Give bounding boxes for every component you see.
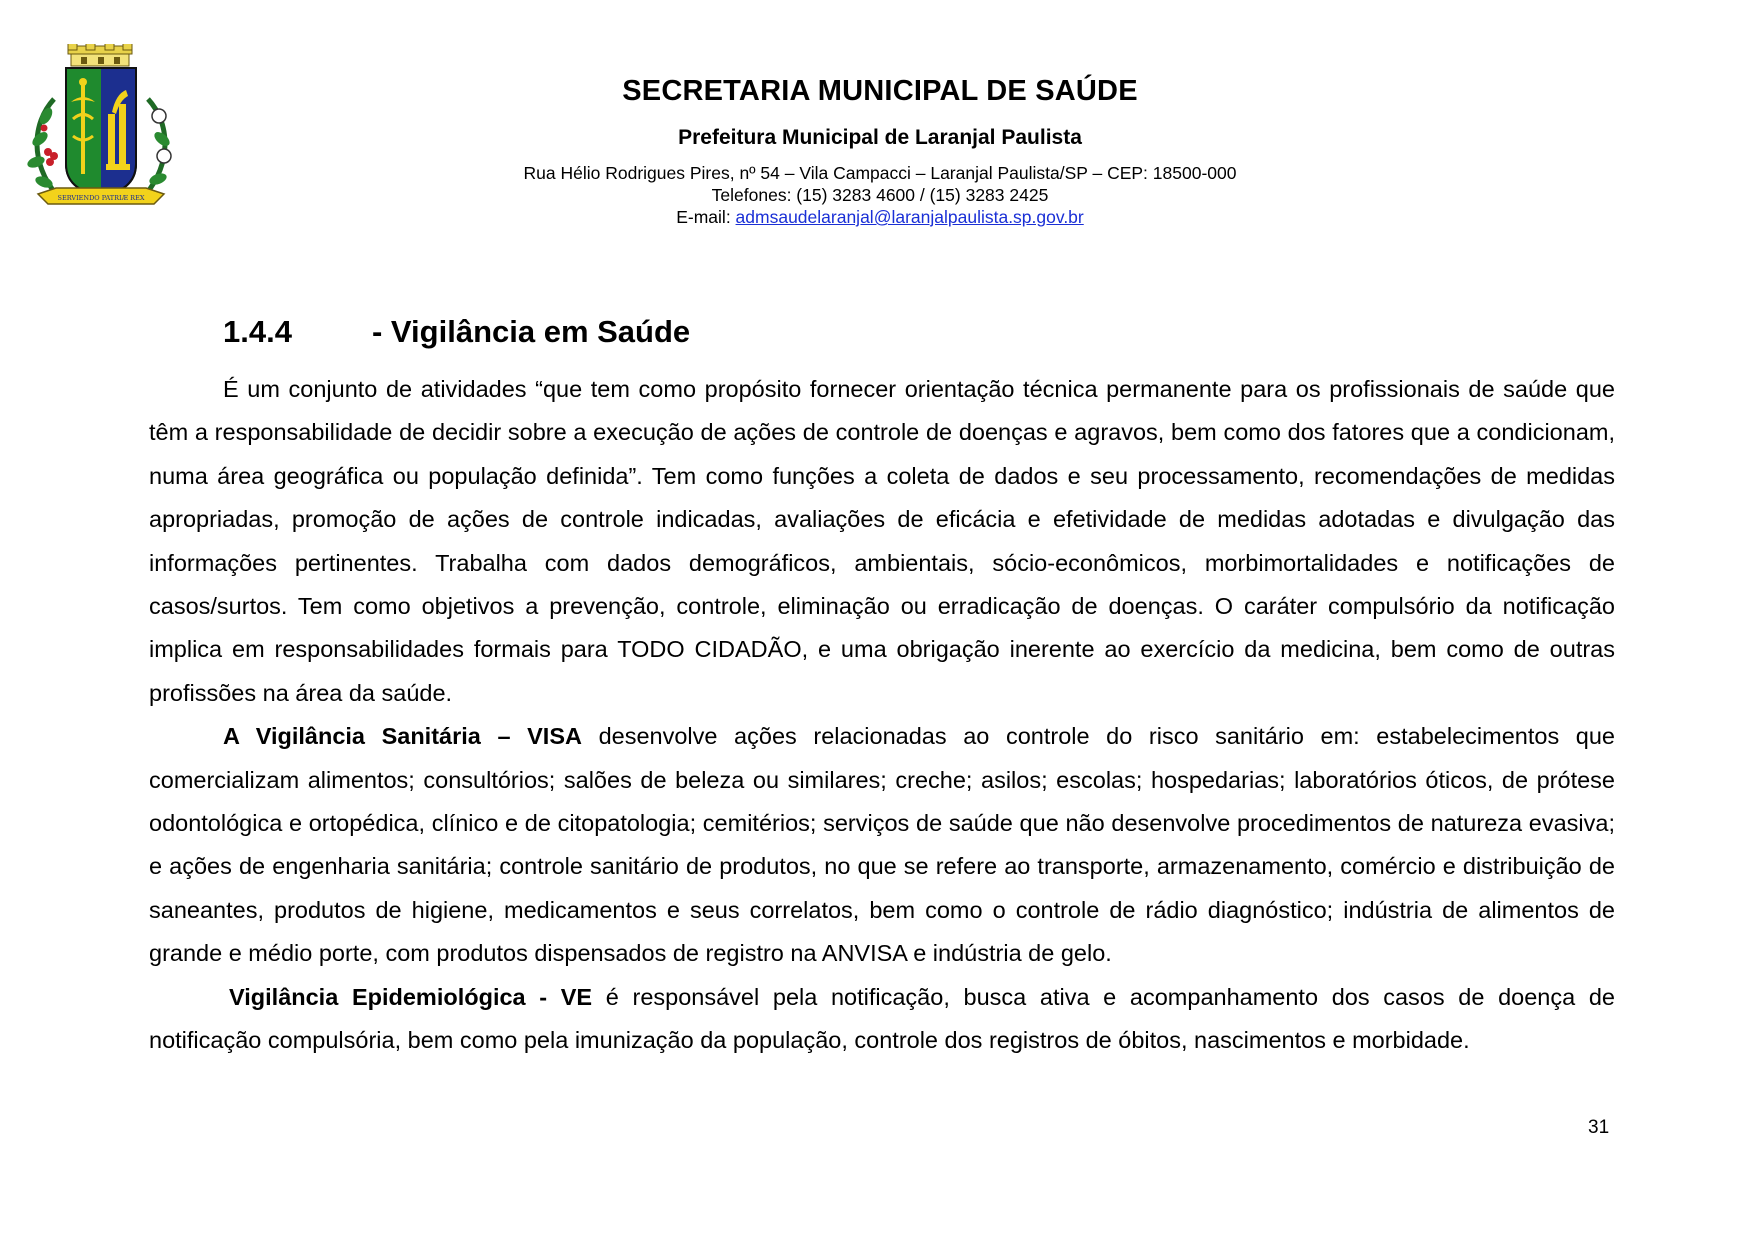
phones-line: Telefones: (15) 3283 4600 / (15) 3283 2425 [711, 185, 1049, 205]
coffee-branch-icon [26, 99, 58, 194]
mural-crown-icon [68, 44, 132, 66]
section-number: 1.4.4 [223, 314, 292, 349]
municipality-subtitle: Prefeitura Municipal de Laranjal Paulista [678, 126, 1082, 149]
ve-text: é responsável pela notificação, busca ativa e acompanhamento dos casos de doença de notificação compulsória, bem como pela imunização da população, controle dos registros de óbitos, nascimentos e morbidade. [149, 983, 1615, 1054]
municipal-coat-of-arms-icon [26, 44, 176, 212]
visa-text: desenvolve ações relacionadas ao controle do risco sanitário em: estabelecimentos que comercializam alimentos; consultórios; salões de beleza ou similares; creche; asilos; escolas; hospedarias; laboratórios óticos, de prótese odontológica e ortopédica, clínico e de citopatologia; cemitérios; serviços de saúde que não desenvolve procedimentos de natureza evasiva; e ações de engenharia sanitária; controle sanitário de produtos, no que se refere ao transporte, armazenamento, comércio e distribuição de saneantes, produtos de higiene, medicamentos e seus correlatos, bem como o controle de rádio diagnóstico; indústria de alimentos de grande e médio porte, com produtos dispensados de registro na ANVISA e indústria de gelo. [149, 723, 1615, 967]
visa-label: A Vigilância Sanitária – VISA [223, 723, 582, 750]
ve-label: Vigilância Epidemiológica - VE [229, 983, 593, 1010]
section-title: - Vigilância em Saúde [372, 314, 691, 349]
visa-paragraph [149, 715, 1615, 975]
motto-ribbon-icon [38, 188, 164, 204]
email-link[interactable]: admsaudelaranjal@laranjalpaulista.sp.gov.br [735, 207, 1084, 227]
cotton-branch-icon [146, 99, 172, 194]
page-number: 31 [1588, 1117, 1610, 1138]
letterhead [440, 72, 1320, 228]
department-title: SECRETARIA MUNICIPAL DE SAÚDE [622, 75, 1138, 107]
svg-text:SERVIENDO PATRIÆ REX: SERVIENDO PATRIÆ REX [57, 194, 145, 202]
ve-paragraph [149, 976, 1615, 1063]
shield-icon [66, 68, 136, 196]
email-label: E-mail: [676, 207, 736, 227]
section-body [149, 368, 1615, 1063]
intro-paragraph: É um conjunto de atividades “que tem como propósito fornecer orientação técnica permanente para os profissionais de saúde que têm a responsabilidade de decidir sobre a execução de ações de controle de doenças e agravos, bem como dos fatores que a condicionam, numa área geográfica ou população definida”. Tem como funções a coleta de dados e seu processamento, recomendações de medidas apropriadas, promoção de ações de controle indicadas, avaliações de eficácia e efetividade de medidas adotadas e divulgação das informações pertinentes. Trabalha com dados demográficos, ambientais, sócio-econômicos, morbimortalidades e notificações de casos/surtos. Tem como objetivos a prevenção, controle, eliminação ou erradicação de doenças. O caráter compulsório da notificação implica em responsabilidades formais para TODO CIDADÃO, e uma obrigação inerente ao exercício da medicina, bem como de outras profissões na área da saúde. [149, 376, 1615, 706]
address-line: Rua Hélio Rodrigues Pires, nº 54 – Vila Campacci – Laranjal Paulista/SP – CEP: 18500-000 [523, 163, 1237, 183]
section-heading [223, 312, 690, 352]
email-line [440, 206, 1320, 228]
